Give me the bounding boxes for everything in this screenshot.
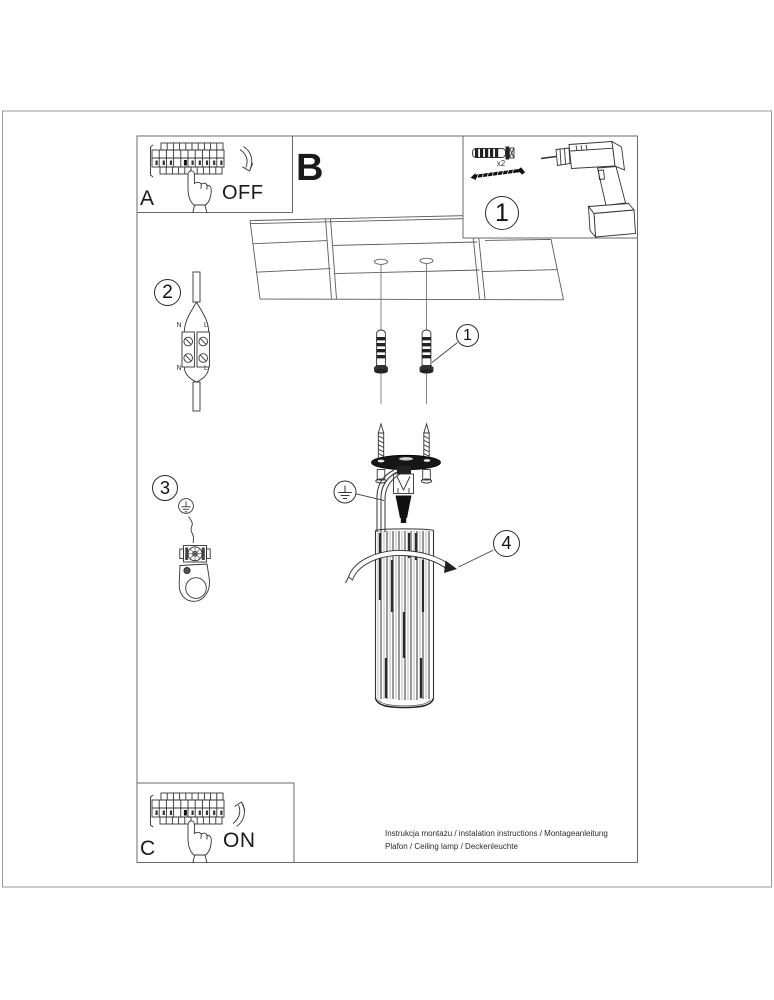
panel-c-label: C (140, 837, 156, 860)
instruction-page (137, 136, 638, 863)
step3-circle: 3 (152, 475, 178, 501)
wire-label-l-bottom: L (204, 365, 208, 372)
dowel-quantity-label: x2 (496, 159, 506, 168)
step4-circle: 4 (493, 530, 520, 557)
step2-circle: 2 (154, 279, 181, 306)
off-label: OFF (222, 182, 264, 204)
wire-label-n-bottom: N (176, 365, 182, 372)
footer-line1: Instrukcja montażu / instalation instructions / Montageanleitung (385, 829, 608, 838)
step1-circle: 1 (456, 324, 479, 347)
footer-line2: Plafon / Ceiling lamp / Deckenleuchte (385, 841, 518, 851)
panel-a-label: A (140, 187, 155, 210)
kit-step-circle: 1 (485, 196, 519, 230)
footer-text (385, 828, 645, 854)
mounting-hole-icon (420, 258, 433, 263)
mounting-hole-icon (375, 259, 388, 264)
wire-label-l-top: L (204, 322, 208, 329)
dowel-icon (473, 147, 515, 160)
section-b-label: B (296, 147, 324, 189)
wire-label-n-top: N (176, 322, 182, 329)
on-label: ON (223, 829, 256, 852)
